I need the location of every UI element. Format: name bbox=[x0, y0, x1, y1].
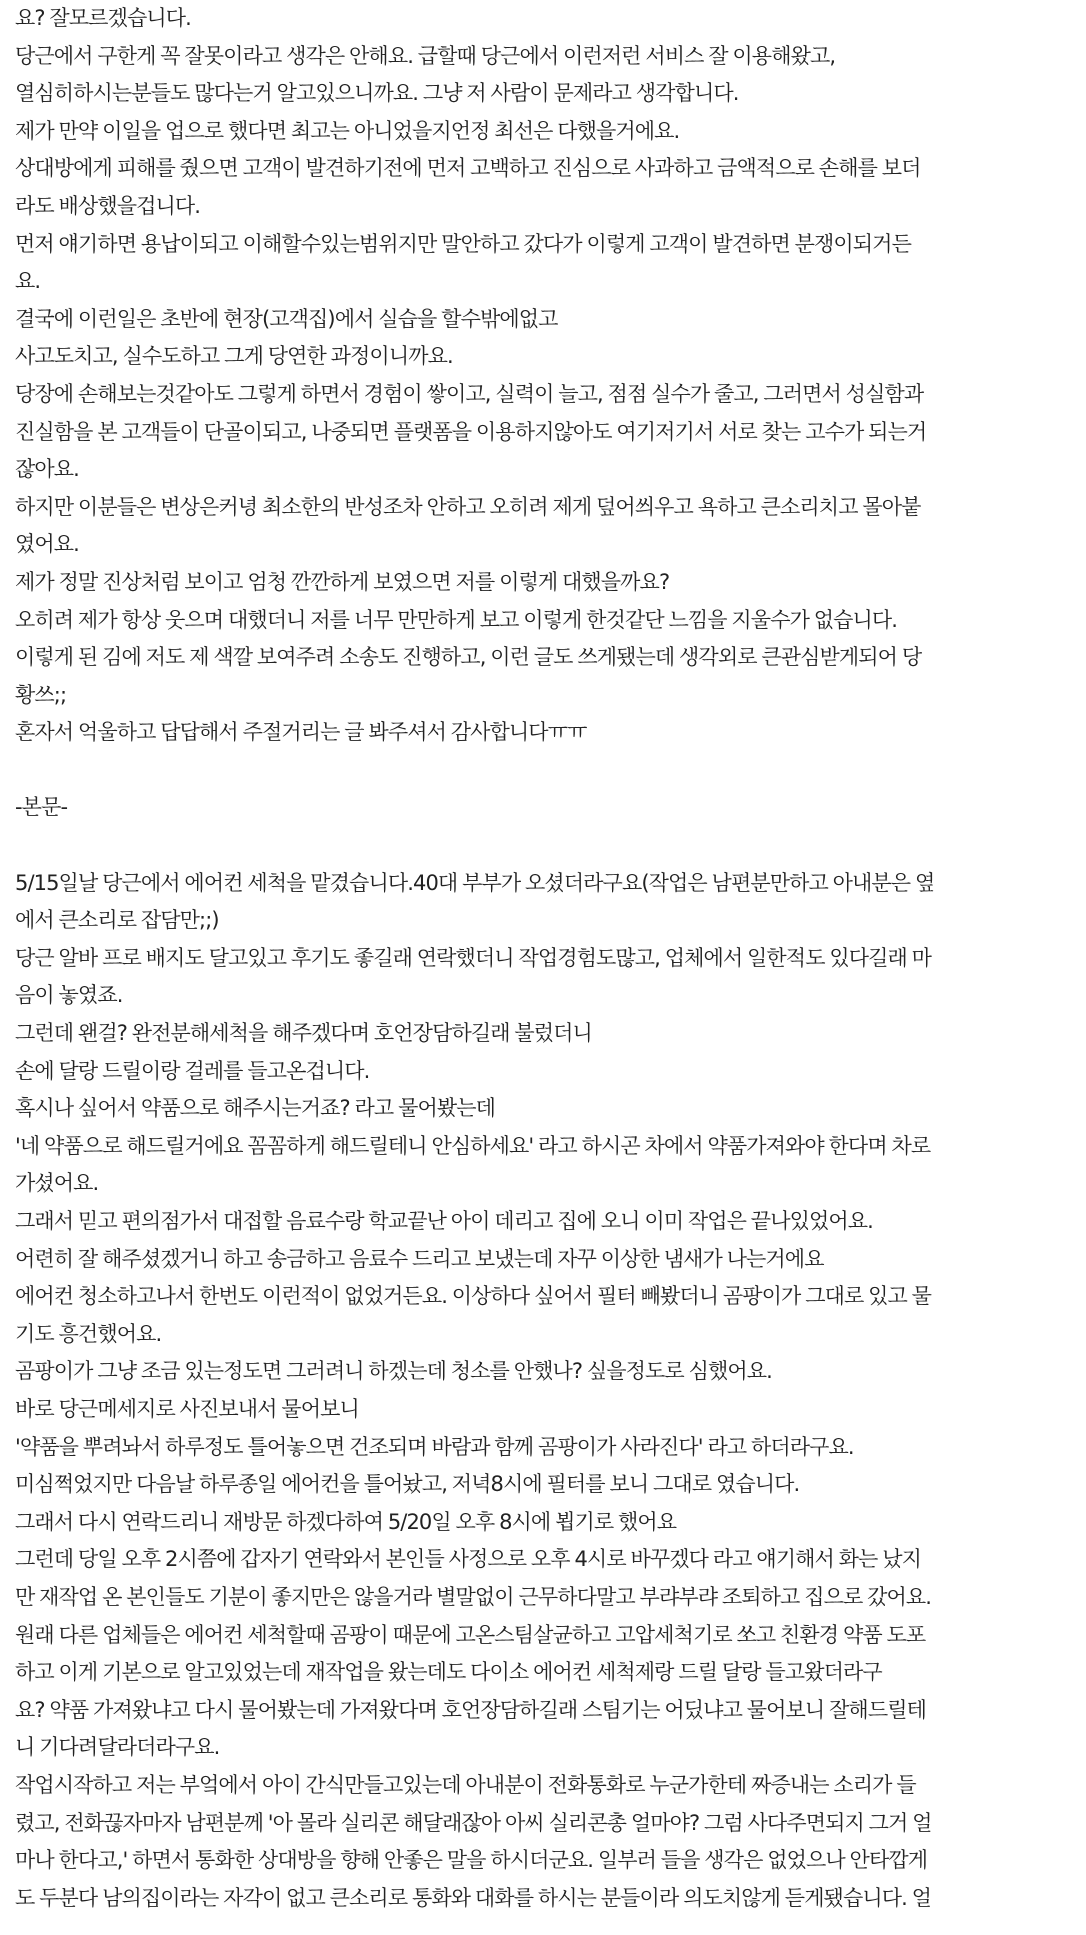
text-line: 당근에서 구한게 꼭 잘못이라고 생각은 안해요. 급할때 당근에서 이런저런 서비스 잘 이용해왔고, bbox=[15, 43, 836, 68]
text-line: 혼자서 억울하고 답답해서 주절거리는 글 봐주셔서 감사합니다ㅠㅠ bbox=[15, 720, 587, 745]
text-line: '약품을 뿌려놔서 하루정도 틀어놓으면 건조되며 바람과 함께 곰팡이가 사라진다' 라고 하더라구요. bbox=[15, 1434, 854, 1459]
text-line: 결국에 이런일은 초반에 현장(고객집)에서 실습을 할수밖에없고 bbox=[15, 306, 558, 331]
text-line: 가셨어요. bbox=[15, 1171, 99, 1196]
text-line: 니 기다려달라더라구요. bbox=[15, 1735, 220, 1760]
text-line: 하고 이게 기본으로 알고있었는데 재작업을 왔는데도 다이소 에어컨 세척제랑 드릴 달랑 들고왔더라구 bbox=[15, 1660, 882, 1685]
text-line: 혹시나 싶어서 약품으로 해주시는거죠? 라고 물어봤는데 bbox=[15, 1096, 495, 1121]
text-line: 5/15일날 당근에서 에어컨 세척을 맡겼습니다.40대 부부가 오셨더라구요(작업은 남편분만하고 아내분은 옆 bbox=[15, 870, 935, 895]
text-line: 손에 달랑 드릴이랑 걸레를 들고온겁니다. bbox=[15, 1058, 370, 1083]
text-line: 그런데 왠걸? 완전분해세척을 해주겠다며 호언장담하길래 불렀더니 bbox=[15, 1021, 592, 1046]
text-line: 이렇게 된 김에 저도 제 색깔 보여주려 소송도 진행하고, 이런 글도 쓰게됐는데 생각외로 큰관심받게되어 당 bbox=[15, 645, 922, 670]
text-line: 바로 당근메세지로 사진보내서 물어보니 bbox=[15, 1396, 359, 1421]
text-line: 제가 정말 진상처럼 보이고 엄청 깐깐하게 보였으면 저를 이렇게 대했을까요? bbox=[15, 569, 670, 594]
text-line: 먼저 얘기하면 용납이되고 이해할수있는범위지만 말안하고 갔다가 이렇게 고객이 발견하면 분쟁이되거든 bbox=[15, 231, 911, 256]
text-line: 요? 약품 가져왔냐고 다시 물어봤는데 가져왔다며 호언장담하길래 스팀기는 어딨냐고 물어보니 잘해드릴테 bbox=[15, 1697, 926, 1722]
text-line: 그래서 믿고 편의점가서 대접할 음료수랑 학교끝난 아이 데리고 집에 오니 이미 작업은 끝나있었어요. bbox=[15, 1209, 873, 1233]
text-line: 황쓰;; bbox=[15, 682, 67, 707]
text-line: 원래 다른 업체들은 에어컨 세척할때 곰팡이 때문에 고온스팀살균하고 고압세척기로 쏘고 친환경 약품 도포 bbox=[15, 1622, 926, 1647]
text-line: 당장에 손해보는것같아도 그렇게 하면서 경험이 쌓이고, 실력이 늘고, 점점 실수가 줄고, 그러면서 성실함과 bbox=[15, 381, 924, 406]
text-line: 요. bbox=[15, 269, 41, 294]
text-line: 라도 배상했을겁니다. bbox=[15, 193, 201, 218]
blank-line bbox=[15, 827, 1072, 865]
text-line: 였어요. bbox=[15, 532, 79, 557]
text-line: 그래서 다시 연락드리니 재방문 하겠다하여 5/20일 오후 8시에 뵙기로 했어요 bbox=[15, 1509, 677, 1534]
text-line: 열심히하시는분들도 많다는거 알고있으니까요. 그냥 저 사람이 문제라고 생각합니다. bbox=[15, 81, 739, 106]
text-line: 에어컨 청소하고나서 한번도 이런적이 없었거든요. 이상하다 싶어서 필터 빼봤더니 곰팡이가 그대로 있고 물 bbox=[15, 1284, 932, 1309]
text-line: 마나 한다고,' 하면서 통화한 상대방을 향해 안좋은 말을 하시더군요. 일부러 들을 생각은 없었으나 안타깝게 bbox=[15, 1848, 928, 1873]
text-line: 기도 흥건했어요. bbox=[15, 1321, 162, 1346]
text-line: 하지만 이분들은 변상은커녕 최소한의 반성조차 안하고 오히려 제게 덮어씌우고 욕하고 큰소리치고 몰아붙 bbox=[15, 494, 921, 519]
text-line: 만 재작업 온 본인들도 기분이 좋지만은 않을거라 별말없이 근무하다말고 부랴부랴 조퇴하고 집으로 갔어요. bbox=[15, 1584, 932, 1609]
text-line: 상대방에게 피해를 줬으면 고객이 발견하기전에 먼저 고백하고 진심으로 사과하고 금액적으로 손해를 보더 bbox=[15, 156, 921, 181]
text-line: 제가 만약 이일을 업으로 했다면 최고는 아니었을지언정 최선은 다했을거에요. bbox=[15, 118, 680, 143]
text-line: 미심쩍었지만 다음날 하루종일 에어컨을 틀어놨고, 저녁8시에 필터를 보니 그대로 였습니다. bbox=[15, 1472, 800, 1497]
text-line: '네 약품으로 해드릴거에요 꼼꼼하게 해드릴테니 안심하세요' 라고 하시곤 차에서 약품가져와야 한다며 차로 bbox=[15, 1133, 931, 1158]
text-line: 도 두분다 남의집이라는 자각이 없고 큰소리로 통화와 대화를 하시는 분들이라 의도치않게 듣게됐습니다. 얼 bbox=[15, 1885, 932, 1910]
text-line: 사고도치고, 실수도하고 그게 당연한 과정이니까요. bbox=[15, 344, 453, 369]
text-line: 오히려 제가 항상 웃으며 대했더니 저를 너무 만만하게 보고 이렇게 한것같단 느낌을 지울수가 없습니다. bbox=[15, 607, 898, 632]
text-line: 작업시작하고 저는 부엌에서 아이 간식만들고있는데 아내분이 전화통화로 누군가한테 짜증내는 소리가 들 bbox=[15, 1772, 916, 1797]
text-line: 요? 잘모르겠습니다. bbox=[15, 6, 191, 30]
text-line: -본문- bbox=[15, 795, 68, 820]
text-line: 음이 놓였죠. bbox=[15, 983, 123, 1008]
text-line: 어련히 잘 해주셨겠거니 하고 송금하고 음료수 드리고 보냈는데 자꾸 이상한 냄새가 나는거에요 bbox=[15, 1246, 824, 1271]
text-line: 당근 알바 프로 배지도 달고있고 후기도 좋길래 연락했더니 작업경험도많고, 업체에서 일한적도 있다길래 마 bbox=[15, 945, 932, 970]
text-line: 그런데 당일 오후 2시쯤에 갑자기 연락와서 본인들 사정으로 오후 4시로 바꾸겠다 라고 얘기해서 화는 났지 bbox=[15, 1547, 921, 1572]
text-line: 렸고, 전화끊자마자 남편분께 '아 몰라 실리콘 해달래잖아 아씨 실리콘총 얼마야? 그럼 사다주면되지 그거 얼 bbox=[15, 1810, 932, 1835]
text-line: 곰팡이가 그냥 조금 있는정도면 그러려니 하겠는데 청소를 안했나? 싶을정도로 심했어요. bbox=[15, 1359, 772, 1384]
blank-line bbox=[15, 752, 1072, 790]
text-line: 진실함을 본 고객들이 단골이되고, 나중되면 플랫폼을 이용하지않아도 여기저기서 서로 찾는 고수가 되는거 bbox=[15, 419, 927, 444]
text-line: 에서 큰소리로 잡담만;;) bbox=[15, 908, 219, 933]
text-line: 잖아요. bbox=[15, 457, 79, 482]
